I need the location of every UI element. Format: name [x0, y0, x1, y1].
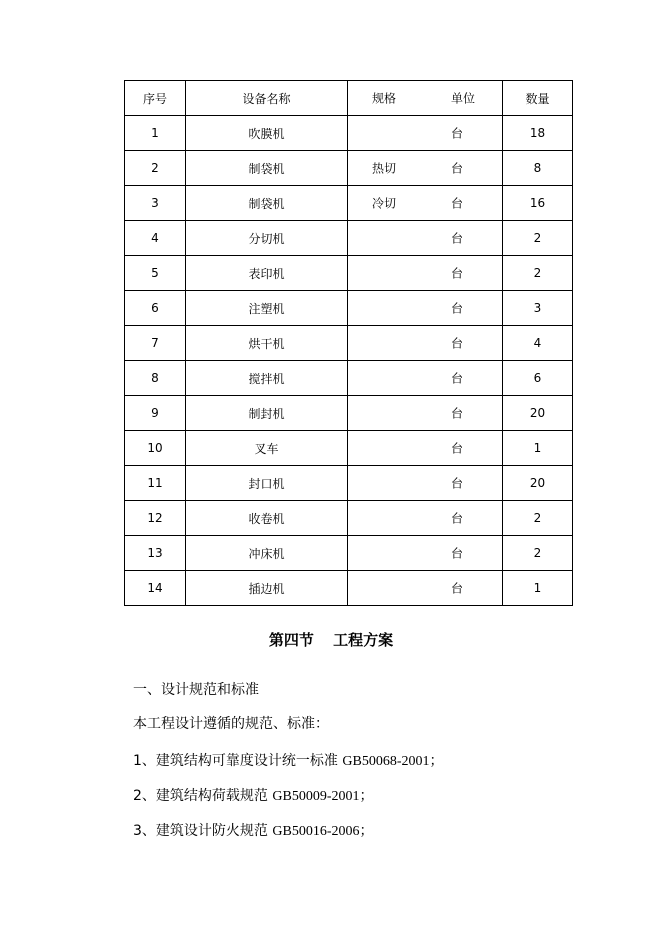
- row-no: 3: [125, 186, 186, 221]
- standard-item: [133, 820, 374, 840]
- row-qty: 16: [503, 186, 573, 221]
- table-row: [125, 536, 573, 571]
- row-name: 烘干机: [186, 326, 348, 361]
- row-unit: 台: [451, 196, 464, 211]
- row-qty: 6: [503, 361, 573, 396]
- row-spec-unit: [348, 431, 503, 466]
- content-intro: 本工程设计遵循的规范、标准：: [133, 716, 329, 732]
- table-row: [125, 396, 573, 431]
- row-spec-unit: [348, 466, 503, 501]
- table-row: [125, 256, 573, 291]
- row-spec-unit: [348, 186, 503, 221]
- row-no: 14: [125, 571, 186, 606]
- row-unit: 台: [451, 371, 464, 386]
- row-unit: 台: [451, 336, 464, 351]
- row-qty: 18: [503, 116, 573, 151]
- standard-item-text: 3、建筑设计防火规范: [133, 823, 268, 839]
- row-no: 7: [125, 326, 186, 361]
- row-name: 搅拌机: [186, 361, 348, 396]
- row-qty: 4: [503, 326, 573, 361]
- row-unit: 台: [451, 266, 464, 281]
- row-unit: 台: [451, 231, 464, 246]
- row-qty: 1: [503, 431, 573, 466]
- header-qty: 数量: [503, 81, 573, 116]
- row-spec-unit: [348, 291, 503, 326]
- header-unit: 单位: [451, 91, 476, 106]
- row-unit: 台: [451, 546, 464, 561]
- table-row: [125, 186, 573, 221]
- header-name: 设备名称: [186, 81, 348, 116]
- row-name: 收卷机: [186, 501, 348, 536]
- row-name: 叉车: [186, 431, 348, 466]
- table-row: [125, 501, 573, 536]
- row-spec: 冷切: [372, 196, 397, 211]
- row-no: 4: [125, 221, 186, 256]
- table-row: [125, 291, 573, 326]
- table-row: [125, 151, 573, 186]
- table-row: [125, 431, 573, 466]
- section-title: [0, 629, 662, 650]
- row-spec-unit: [348, 571, 503, 606]
- row-qty: 8: [503, 151, 573, 186]
- row-spec-unit: [348, 116, 503, 151]
- row-unit: 台: [451, 511, 464, 526]
- row-no: 11: [125, 466, 186, 501]
- standard-item-code: GB50068-2001；: [342, 754, 444, 769]
- section-name: 工程方案: [333, 631, 394, 649]
- standard-item: [133, 785, 374, 805]
- row-name: 制封机: [186, 396, 348, 431]
- table-header-row: [125, 81, 573, 116]
- standard-item: [133, 750, 444, 770]
- row-spec-unit: [348, 256, 503, 291]
- row-unit: 台: [451, 406, 464, 421]
- row-qty: 2: [503, 501, 573, 536]
- header-spec-unit: [348, 81, 503, 116]
- row-spec-unit: [348, 396, 503, 431]
- row-name: 吹膜机: [186, 116, 348, 151]
- table-row: [125, 116, 573, 151]
- row-name: 表印机: [186, 256, 348, 291]
- row-name: 插边机: [186, 571, 348, 606]
- row-spec-unit: [348, 326, 503, 361]
- row-spec-unit: [348, 361, 503, 396]
- standard-item-text: 1、建筑结构可靠度设计统一标准: [133, 753, 338, 769]
- row-no: 9: [125, 396, 186, 431]
- row-qty: 1: [503, 571, 573, 606]
- row-no: 2: [125, 151, 186, 186]
- row-qty: 2: [503, 221, 573, 256]
- header-no: 序号: [125, 81, 186, 116]
- row-name: 注塑机: [186, 291, 348, 326]
- row-spec-unit: [348, 221, 503, 256]
- row-unit: 台: [451, 126, 464, 141]
- row-name: 制袋机: [186, 151, 348, 186]
- row-name: 封口机: [186, 466, 348, 501]
- row-spec-unit: [348, 151, 503, 186]
- row-no: 10: [125, 431, 186, 466]
- row-no: 1: [125, 116, 186, 151]
- row-no: 8: [125, 361, 186, 396]
- row-unit: 台: [451, 581, 464, 596]
- row-qty: 2: [503, 256, 573, 291]
- content-heading: 一、设计规范和标准: [133, 682, 259, 698]
- row-name: 冲床机: [186, 536, 348, 571]
- row-qty: 20: [503, 396, 573, 431]
- section-number: 第四节: [268, 631, 314, 649]
- standard-item-code: GB50016-2006；: [272, 824, 374, 839]
- row-unit: 台: [451, 441, 464, 456]
- table-row: [125, 466, 573, 501]
- row-unit: 台: [451, 301, 464, 316]
- table-row: [125, 361, 573, 396]
- row-no: 5: [125, 256, 186, 291]
- standard-item-text: 2、建筑结构荷载规范: [133, 788, 268, 804]
- equipment-table: [124, 80, 573, 606]
- equipment-table-body: [125, 81, 573, 606]
- table-row: [125, 221, 573, 256]
- row-qty: 2: [503, 536, 573, 571]
- standard-item-code: GB50009-2001；: [272, 789, 374, 804]
- row-name: 制袋机: [186, 186, 348, 221]
- row-no: 13: [125, 536, 186, 571]
- row-qty: 3: [503, 291, 573, 326]
- row-unit: 台: [451, 476, 464, 491]
- table-row: [125, 326, 573, 361]
- table-row: [125, 571, 573, 606]
- row-qty: 20: [503, 466, 573, 501]
- row-spec-unit: [348, 501, 503, 536]
- row-unit: 台: [451, 161, 464, 176]
- row-spec: 热切: [372, 161, 397, 176]
- row-spec-unit: [348, 536, 503, 571]
- header-spec: 规格: [372, 91, 397, 106]
- row-name: 分切机: [186, 221, 348, 256]
- row-no: 12: [125, 501, 186, 536]
- row-no: 6: [125, 291, 186, 326]
